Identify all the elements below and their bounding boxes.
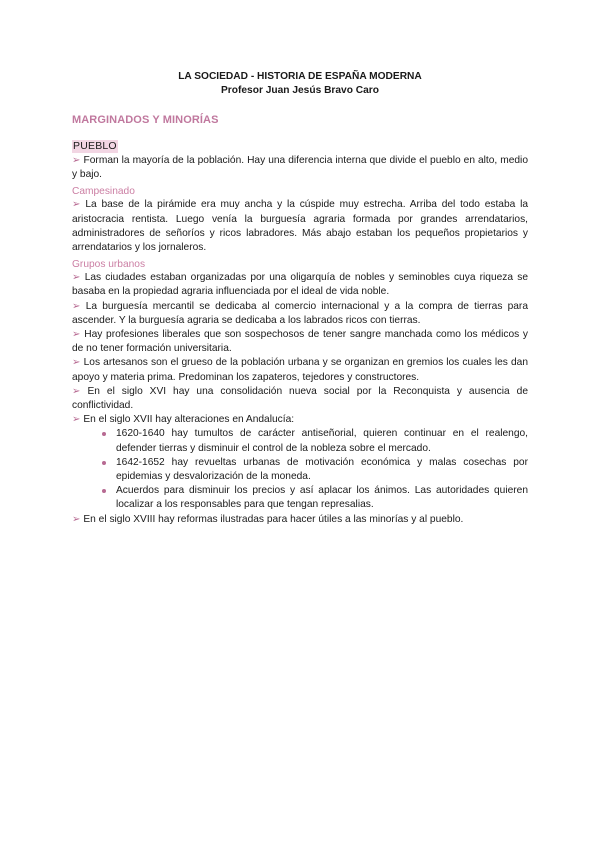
urbanos-item-text: En el siglo XVII hay alteraciones en Andalucía: — [83, 414, 295, 426]
list-item: 1620-1640 hay tumultos de carácter antiseñorial, quieren continuar en el realengo, defender tierras y disminuir el control de la nobleza sobre el mercado. — [116, 427, 528, 455]
urbanos-item — [72, 300, 528, 328]
andalucia-bullet-list — [72, 427, 528, 512]
list-item: Acuerdos para disminuir los precios y así aplacar los ánimos. Las autoridades quieren localizar a los responsables para que tengan represalias. — [116, 484, 528, 512]
urbanos-item — [72, 385, 528, 413]
urbanos-item — [72, 356, 528, 384]
urbanos-item-text: En el siglo XVI hay una consolidación nueva social por la Reconquista y ausencia de conflictividad. — [72, 385, 528, 412]
urbanos-item — [72, 271, 528, 299]
arrow-bullet-icon: ➢ — [72, 272, 81, 284]
arrow-bullet-icon: ➢ — [72, 300, 81, 312]
professor-name: Profesor Juan Jesús Bravo Caro — [221, 85, 379, 96]
campesinado-text: La base de la pirámide era muy ancha y la cúspide muy estrecha. Arriba del todo estaba la aristocracia rentista. Luego venía la burguesía agraria formada por grandes arrendatarios, administradores de señoríos y ricos labradores. Más abajo estaban los pequeños propietarios y arrendatarios y los jornaleros. — [72, 199, 528, 254]
urbanos-heading: Grupos urbanos — [72, 259, 146, 271]
list-item: 1642-1652 hay revueltas urbanas de motivación económica y malas cosechas por epidemias y desvalorización de la moneda. — [116, 456, 528, 484]
urbanos-item-text: Los artesanos son el grueso de la población urbana y se organizan en gremios los cuales les dan apoyo y materia prima. Predominan los zapateros, tejedores y constructores. — [72, 357, 528, 383]
pueblo-paragraph — [72, 154, 528, 182]
urbanos-item-text: La burguesía mercantil se dedicaba al comercio internacional y a la compra de tierras para ascender. Y la burguesía agraria se dedicaba a los labrados ricos con tierras. — [72, 300, 528, 326]
arrow-bullet-icon: ➢ — [72, 155, 81, 166]
campesinado-heading: Campesinado — [72, 186, 135, 198]
arrow-bullet-icon: ➢ — [72, 414, 81, 426]
arrow-bullet-icon: ➢ — [72, 329, 81, 341]
pueblo-text: Forman la mayoría de la población. Hay una diferencia interna que divide el pueblo en alto, medio y bajo. — [72, 155, 528, 181]
campesinado-paragraph — [72, 198, 528, 255]
urbanos-item — [72, 328, 528, 356]
urbanos-item — [72, 413, 528, 427]
pueblo-heading: PUEBLO — [73, 140, 117, 152]
arrow-bullet-icon: ➢ — [72, 357, 81, 369]
urbanos-item-text: Hay profesiones liberales que son sospechosos de tener sangre manchada como los médicos y de no tener formación universitaria. — [72, 329, 528, 355]
document-title: LA SOCIEDAD - HISTORIA DE ESPAÑA MODERNA — [178, 71, 422, 82]
arrow-bullet-icon: ➢ — [72, 199, 81, 211]
section-heading: MARGINADOS Y MINORÍAS — [72, 114, 219, 126]
urbanos-item-text: Las ciudades estaban organizadas por una oligarquía de nobles y seminobles cuya riqueza se basaba en la propiedad agraria influenciada por el ideal de vida noble. — [72, 272, 528, 298]
final-item — [72, 513, 528, 527]
document-page — [72, 70, 528, 527]
arrow-bullet-icon: ➢ — [72, 513, 81, 525]
arrow-bullet-icon: ➢ — [72, 385, 81, 397]
final-item-text: En el siglo XVIII hay reformas ilustradas para hacer útiles a las minorías y al pueblo. — [83, 513, 464, 525]
